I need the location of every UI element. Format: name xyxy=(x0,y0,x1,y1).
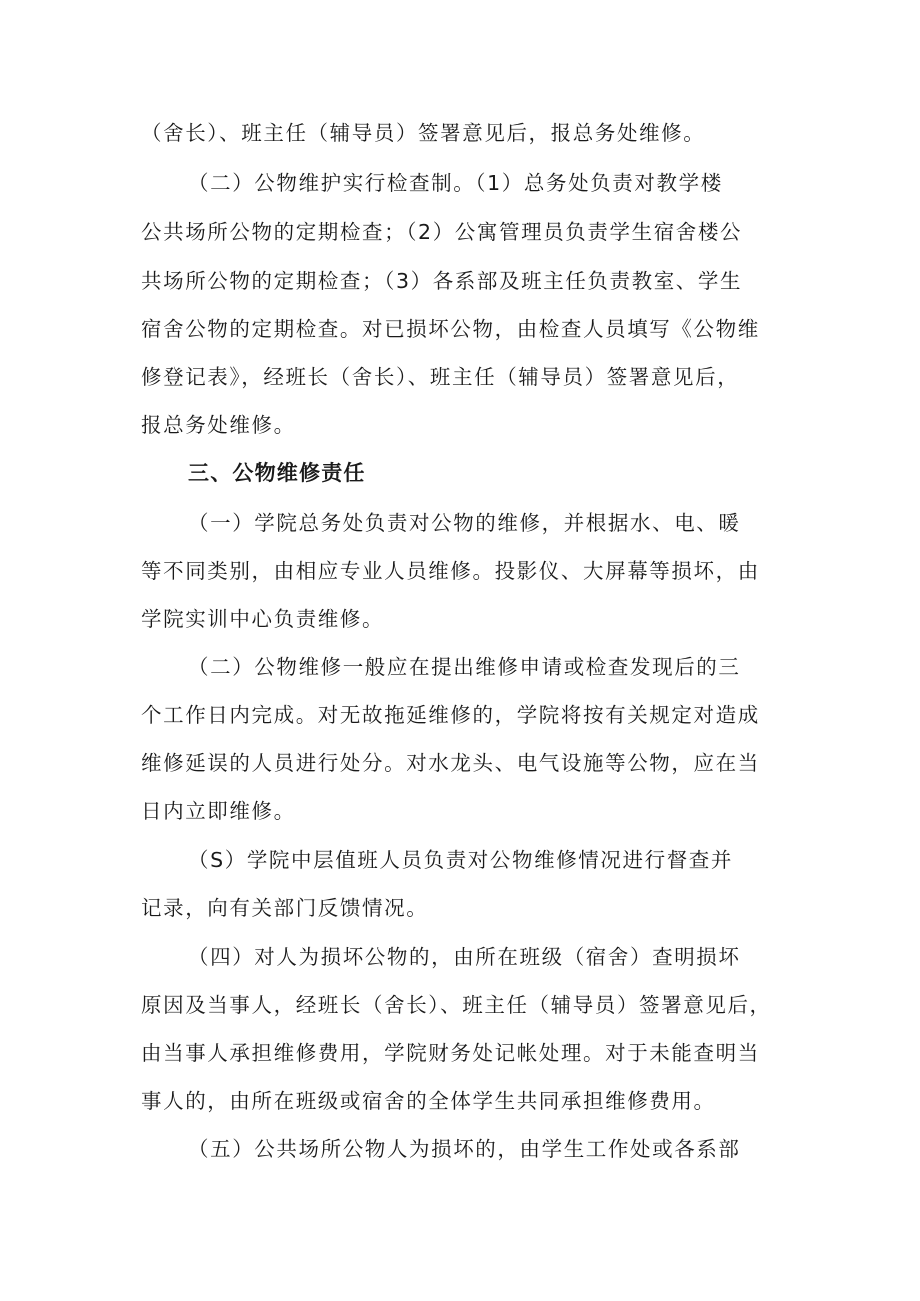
text-line: 个工作日内完成。对无故拖延维修的，学院将按有关规定对造成 xyxy=(141,703,760,727)
paragraph-first-line: （四）对人为损坏公物的，由所在班级（宿舍）查明损坏 xyxy=(188,945,741,969)
text-line: 由当事人承担维修费用，学院财务处记帐处理。对于未能查明当 xyxy=(141,1041,760,1065)
paragraph-first-line: （二）公物维修一般应在提出维修申请或检查发现后的三 xyxy=(188,655,741,679)
text-line: 等不同类别，由相应专业人员维修。投影仪、大屏幕等损坏，由 xyxy=(141,559,760,583)
paragraph-first-line: （一）学院总务处负责对公物的维修，并根据水、电、暖 xyxy=(188,511,741,535)
paragraph-first-line: （二）公物维护实行检查制。（1）总务处负责对教学楼 xyxy=(188,171,723,195)
text-line: 记录，向有关部门反馈情况。 xyxy=(141,896,429,920)
paragraph-first-line: （S）学院中层值班人员负责对公物维修情况进行督查并 xyxy=(188,848,734,872)
text-line: 学院实训中心负责维修。 xyxy=(141,607,385,631)
text-line: 日内立即维修。 xyxy=(141,799,296,823)
paragraph-first-line: （五）公共场所公物人为损坏的，由学生工作处或各系部 xyxy=(188,1137,741,1161)
text-line: 宿舍公物的定期检查。对已损坏公物，由检查人员填写《公物维 xyxy=(141,317,760,341)
text-line: 报总务处维修。 xyxy=(141,413,296,437)
text-line: 公共场所公物的定期检查；（2）公寓管理员负责学生宿舍楼公 xyxy=(141,220,743,244)
text-line: 修登记表》，经班长（舍长）、班主任（辅导员）签署意见后， xyxy=(141,365,740,389)
text-line: 共场所公物的定期检查；（3）各系部及班主任负责教室、学生 xyxy=(141,269,743,293)
text-line: 维修延误的人员进行处分。对水龙头、电气设施等公物，应在当 xyxy=(141,751,760,775)
text-line: 原因及当事人，经班长（舍长）、班主任（辅导员）签署意见后， xyxy=(141,993,772,1017)
section-heading: 三、公物维修责任 xyxy=(188,461,366,485)
text-line: 事人的，由所在班级或宿舍的全体学生共同承担维修费用。 xyxy=(141,1089,716,1113)
text-line: （舍长）、班主任（辅导员）签署意见后，报总务处维修。 xyxy=(141,121,706,145)
